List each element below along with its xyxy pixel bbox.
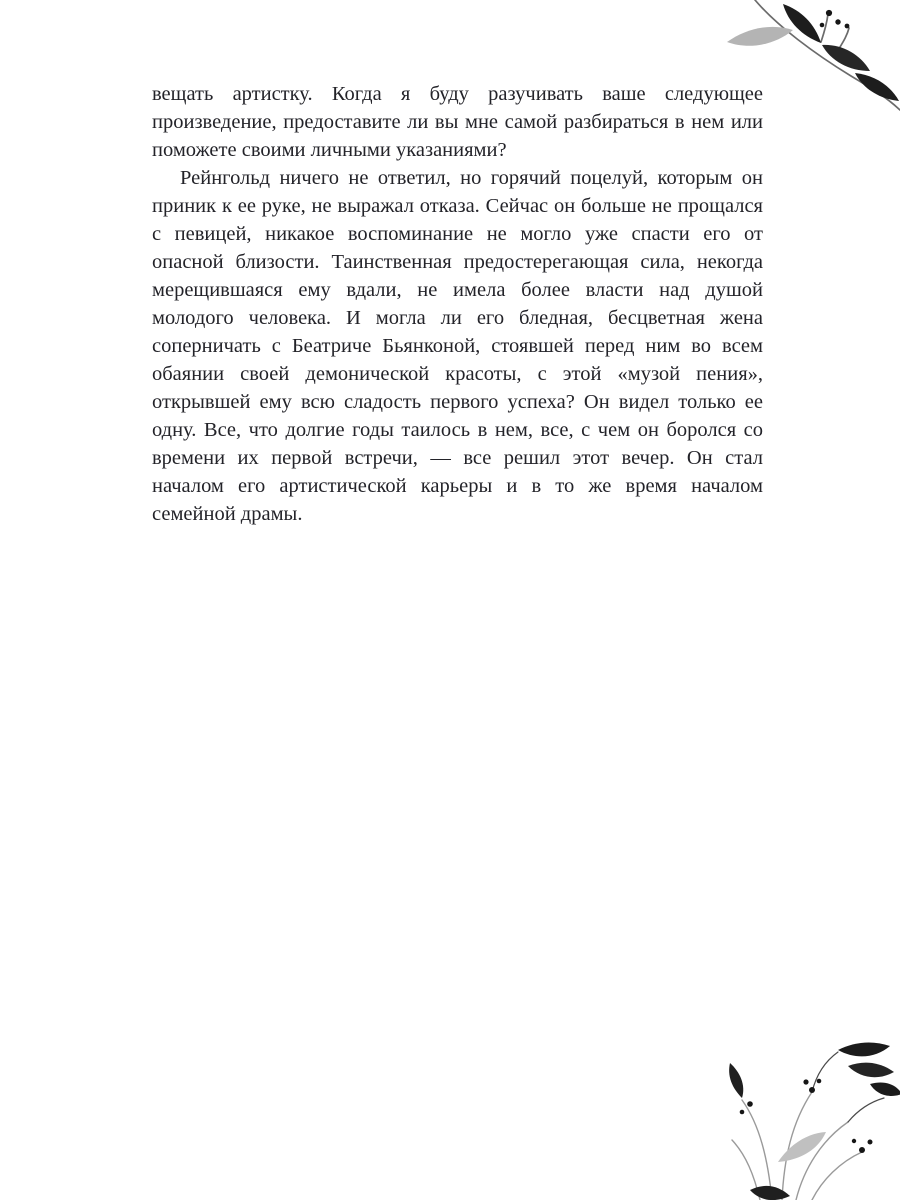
paragraph: Рейнгольд ничего не ответил, но горячий поцелуй, которым он приник к ее руке, не выражал отказа. Сейчас он больше не прощался с певицей, никакое воспоминание не могло уже спасти его от опасной близости. Таинственная предостерегающая сила, некогда мерещившаяся ему вдали, не имела более власти над душой молодого человека. И могла ли его бледная, бесцветная жена соперничать с Беатриче Бьянконой, стоявшей перед ним во всем обаянии своей демонической красоты, с этой «музой пения», открывшей ему всю сладость первого успеха? Он видел только ее одну. Все, что долгие годы таилось в нем, все, с чем он боролся со времени их первой встречи, — все решил этот вечер. Он стал началом его артистической карьеры и в то же время началом семейной драмы. bbox=[152, 167, 763, 525]
berry-cluster bbox=[740, 1079, 873, 1153]
berry-cluster bbox=[820, 10, 850, 29]
floral-bouquet-ornament-bottom-right bbox=[720, 1040, 900, 1200]
leaf-shape bbox=[778, 1132, 826, 1162]
page-text-block bbox=[152, 80, 763, 528]
leaf-shape bbox=[727, 27, 793, 46]
paragraph: вещать артистку. Когда я буду разучивать ваше следующее произведение, предоставите ли вы мне самой разбираться в нем или поможете своими личными указаниями? bbox=[152, 83, 763, 161]
